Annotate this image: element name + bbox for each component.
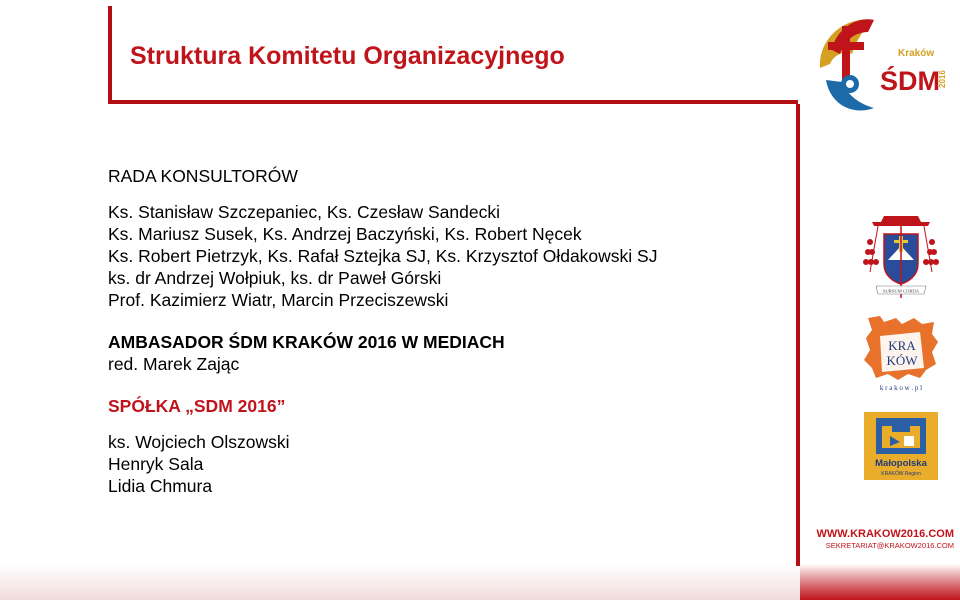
malopolska-logo-name: Małopolska: [875, 458, 927, 469]
frame-line-right: [796, 104, 800, 566]
section-heading-ambasador: AMBASADOR ŚDM KRAKÓW 2016 W MEDIACH: [108, 332, 505, 352]
spolka-member-line: Lidia Chmura: [108, 476, 213, 496]
spolka-member-line: Henryk Sala: [108, 454, 204, 474]
bottom-red-band: [800, 564, 960, 600]
krakow-logo-line2: KÓW: [886, 353, 918, 368]
krakow-pl-logo: [862, 312, 940, 396]
section-heading-rada: RADA KONSULTORÓW: [108, 166, 298, 186]
page-title: Struktura Komitetu Organizacyjnego: [130, 42, 565, 70]
rada-member-line: Prof. Kazimierz Wiatr, Marcin Przeciszewski: [108, 290, 449, 310]
malopolska-logo-sub: KRAKÓW Region: [881, 471, 921, 477]
frame-line-top: [112, 100, 798, 104]
committee-content: [108, 165, 788, 497]
sdm-logo-name: ŚDM: [880, 66, 940, 96]
krakow-logo-caption: k r a k o w . p l: [879, 384, 923, 392]
sdm-krakow-2016-logo: [812, 10, 952, 120]
sdm-logo-year: 2016: [938, 70, 947, 88]
rada-member-line: Ks. Robert Pietrzyk, Ks. Rafał Sztejka SJ, Ks. Krzysztof Ołdakowski SJ: [108, 246, 658, 266]
rada-member-line: ks. dr Andrzej Wołpiuk, ks. dr Paweł Górski: [108, 268, 442, 288]
spolka-member-line: ks. Wojciech Olszowski: [108, 432, 290, 452]
rada-member-line: Ks. Mariusz Susek, Ks. Andrzej Baczyński, Ks. Robert Nęcek: [108, 224, 582, 244]
section-heading-spolka: SPÓŁKA „SDM 2016”: [108, 396, 286, 416]
website-link[interactable]: WWW.KRAKOW2016.COM: [816, 528, 954, 540]
cardinal-coat-of-arms: [862, 212, 940, 300]
rada-member-line: Ks. Stanisław Szczepaniec, Ks. Czesław Sandecki: [108, 202, 500, 222]
krakow-logo-line1: KRA: [888, 338, 916, 353]
sdm-logo-city: Kraków: [898, 48, 935, 59]
email-link[interactable]: SEKRETARIAT@KRAKOW2016.COM: [825, 541, 954, 550]
malopolska-logo: [864, 412, 938, 480]
ambasador-member-line: red. Marek Zając: [108, 354, 240, 374]
frame-line-left: [108, 6, 112, 104]
coat-of-arms-motto: SURSUM CORDA: [882, 288, 920, 294]
